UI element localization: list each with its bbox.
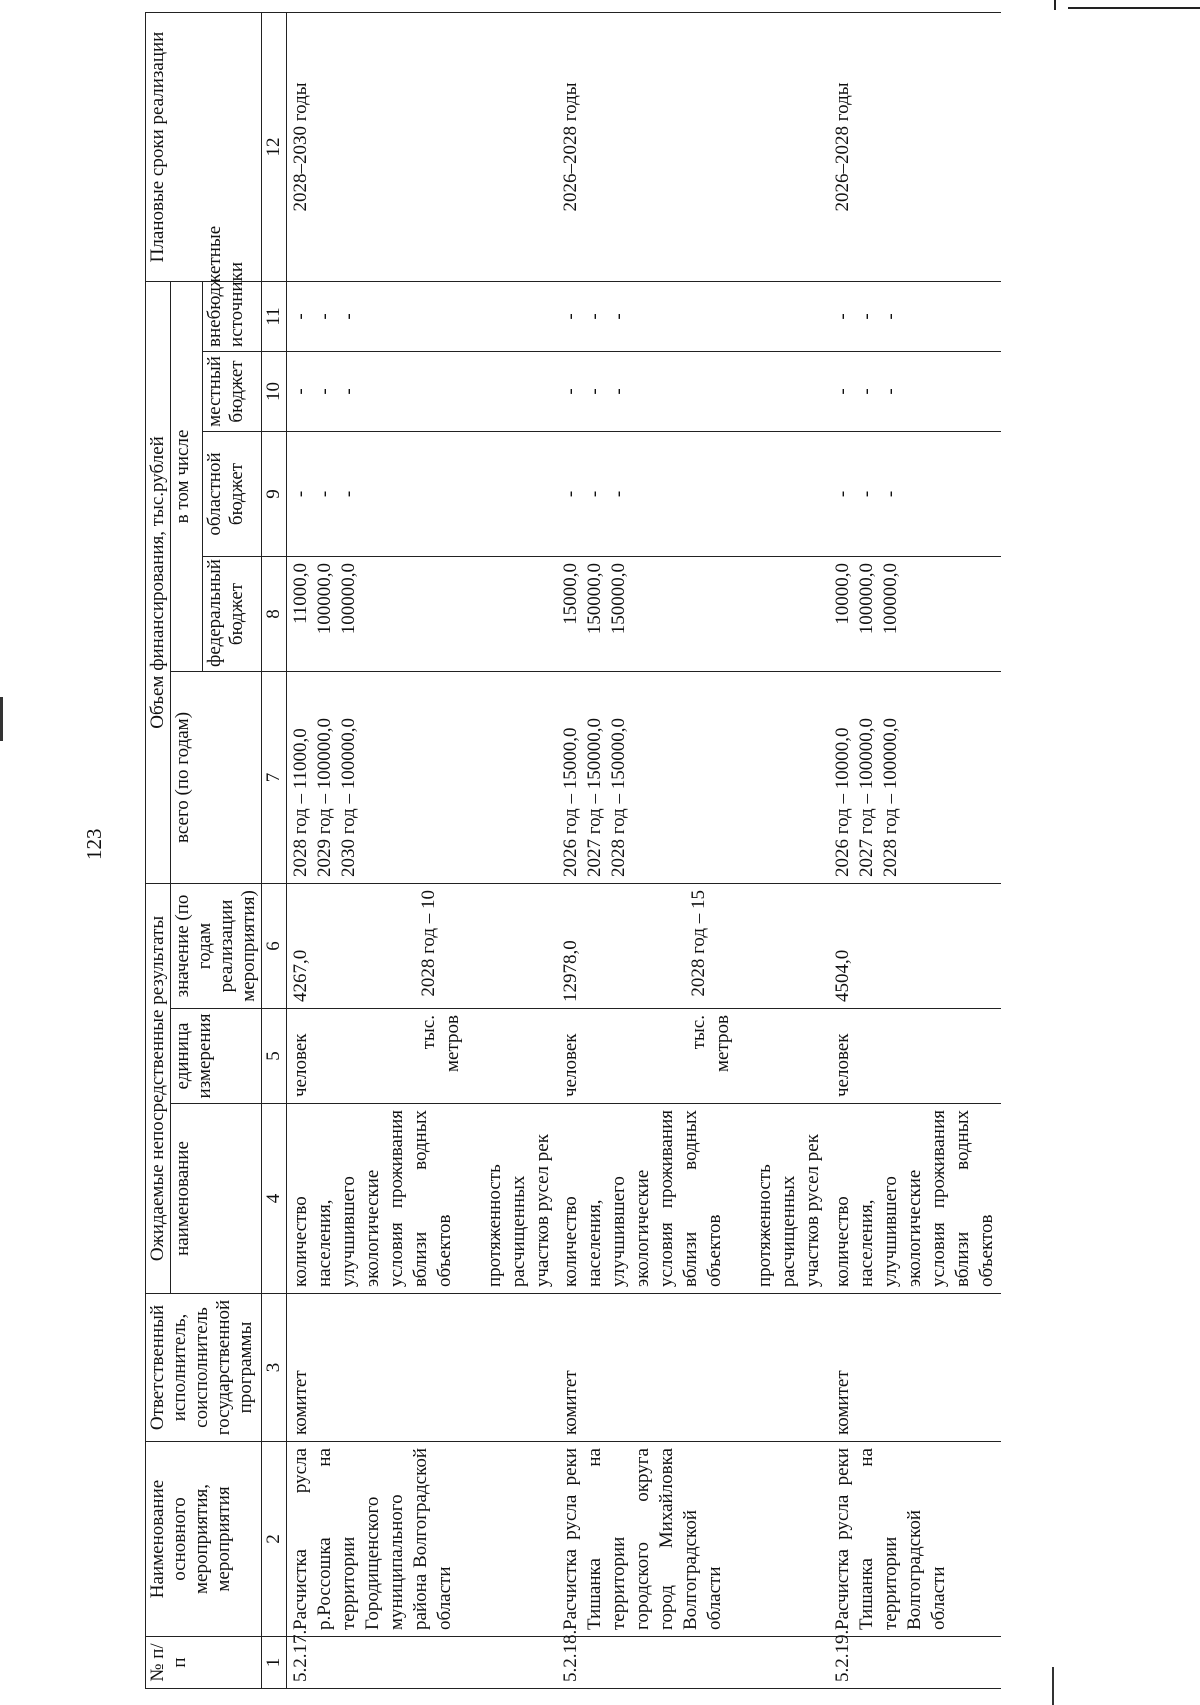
table-row [557, 12, 829, 1688]
row-name: Расчистка русла реки Тишанка на территории Волгоградской области [829, 1442, 1001, 1637]
row-local: - - - [829, 351, 1001, 431]
result-2-value: 2028 год – 10 [418, 889, 439, 997]
header-finance-group: Объем финансирования, тыс.рублей [146, 281, 171, 883]
row-num: 5.2.19. [829, 1637, 1001, 1689]
header-num: № п/п [146, 1637, 262, 1689]
row-federal: 11000,0 100000,0 100000,0 [287, 556, 558, 671]
row-local: - - - [557, 351, 829, 431]
row-total: 2026 год – 15000,0 2027 год – 150000,0 2028 год – 150000,0 [557, 671, 829, 883]
column-number: 5 [262, 1009, 287, 1104]
column-number: 9 [262, 431, 287, 556]
header-name: Наименование основного мероприятия, мероприятия [146, 1442, 262, 1637]
header-federal: федеральный бюджет [202, 556, 261, 671]
row-values [287, 883, 558, 1008]
measures-table [145, 12, 1001, 1689]
row-executor: комитет [557, 1294, 829, 1442]
result-2-value: 2028 год – 15 [688, 889, 709, 997]
header-total: всего (по годам) [171, 671, 262, 883]
header-executor: Ответственный исполнитель, соисполнитель государственной программы [146, 1294, 262, 1442]
result-1-name: количество населения, улучшившего экологические условия проживания вблизи водных объектов [829, 1104, 1001, 1294]
result-1-unit: человек [290, 1033, 311, 1097]
row-units [557, 1009, 829, 1104]
header-value: значение (по годам реализации мероприятия) [171, 883, 262, 1008]
row-extra: - - - [287, 281, 558, 351]
row-num: 5.2.17. [287, 1637, 558, 1689]
page-number: 123 [82, 828, 106, 860]
row-period: 2028–2030 годы [287, 12, 558, 281]
row-extra: - - - [829, 281, 1001, 351]
result-2-name: протяженность расчищенных участков русел рек [754, 1134, 823, 1287]
header-unit: единица измерения [171, 1009, 262, 1104]
row-federal: 15000,0 150000,0 150000,0 [557, 556, 829, 671]
column-number: 2 [262, 1442, 287, 1637]
result-2-unit: тыс. метров [688, 1015, 733, 1072]
result-1-unit: человек [560, 1033, 581, 1097]
row-total: 2026 год – 10000,0 2027 год – 100000,0 2028 год – 100000,0 [829, 671, 1001, 883]
column-number: 8 [262, 556, 287, 671]
result-1-name: количество населения, улучшившего экологические условия проживания вблизи водных объектов [290, 1110, 455, 1287]
row-local: - - - [287, 351, 558, 431]
header-local: местный бюджет [202, 351, 261, 431]
row-units [287, 1009, 558, 1104]
column-numbers-row [262, 12, 287, 1688]
result-2-name: протяженность расчищенных участков русел рек [484, 1134, 553, 1287]
column-number: 3 [262, 1294, 287, 1442]
row-name: Расчистка русла реки Тишанка на территории городского округа город Михайловка Волгоградской области [557, 1442, 829, 1637]
row-total: 2028 год – 11000,0 2029 год – 100000,0 2030 год – 100000,0 [287, 671, 558, 883]
header-period: Плановые сроки реализации [146, 12, 262, 281]
row-regional: - - - [287, 431, 558, 556]
table-row [829, 12, 1001, 1688]
table-header [146, 12, 287, 1688]
header-regional: областной бюджет [202, 431, 261, 556]
row-num: 5.2.18. [557, 1637, 829, 1689]
row-federal: 10000,0 100000,0 100000,0 [829, 556, 1001, 671]
table-row [287, 12, 558, 1688]
row-results [557, 1104, 829, 1294]
row-executor: комитет [287, 1294, 558, 1442]
column-number: 1 [262, 1637, 287, 1689]
column-number: 10 [262, 351, 287, 431]
result-1-name: количество населения, улучшившего экологические условия проживания вблизи водных объектов [560, 1110, 725, 1287]
header-result-name: наименование [171, 1104, 262, 1294]
column-number: 4 [262, 1104, 287, 1294]
header-including: в том числе [171, 281, 203, 671]
row-executor: комитет [829, 1294, 1001, 1442]
row-extra: - - - [557, 281, 829, 351]
row-results [287, 1104, 558, 1294]
row-name: Расчистка русла р.Россошка на территории Городищенского муниципального района Волгоградской области [287, 1442, 558, 1637]
row-regional: - - - [829, 431, 1001, 556]
column-number: 11 [262, 281, 287, 351]
result-1-value: 4267,0 [290, 949, 311, 1002]
result-2-unit: тыс. метров [418, 1015, 463, 1072]
row-regional: - - - [557, 431, 829, 556]
row-period: 2026–2028 годы [829, 12, 1001, 281]
column-number: 7 [262, 671, 287, 883]
row-period: 2026–2028 годы [557, 12, 829, 281]
result-1-value: 12978,0 [560, 940, 581, 1002]
column-number: 6 [262, 883, 287, 1008]
result-1-value: 4504,0 [829, 883, 1001, 1008]
header-results-group: Ожидаемые непосредственные результаты [146, 883, 171, 1293]
row-values [557, 883, 829, 1008]
column-number: 12 [262, 12, 287, 281]
result-1-unit: человек [829, 1009, 1001, 1104]
header-extra: внебюджетные источники [202, 281, 261, 351]
